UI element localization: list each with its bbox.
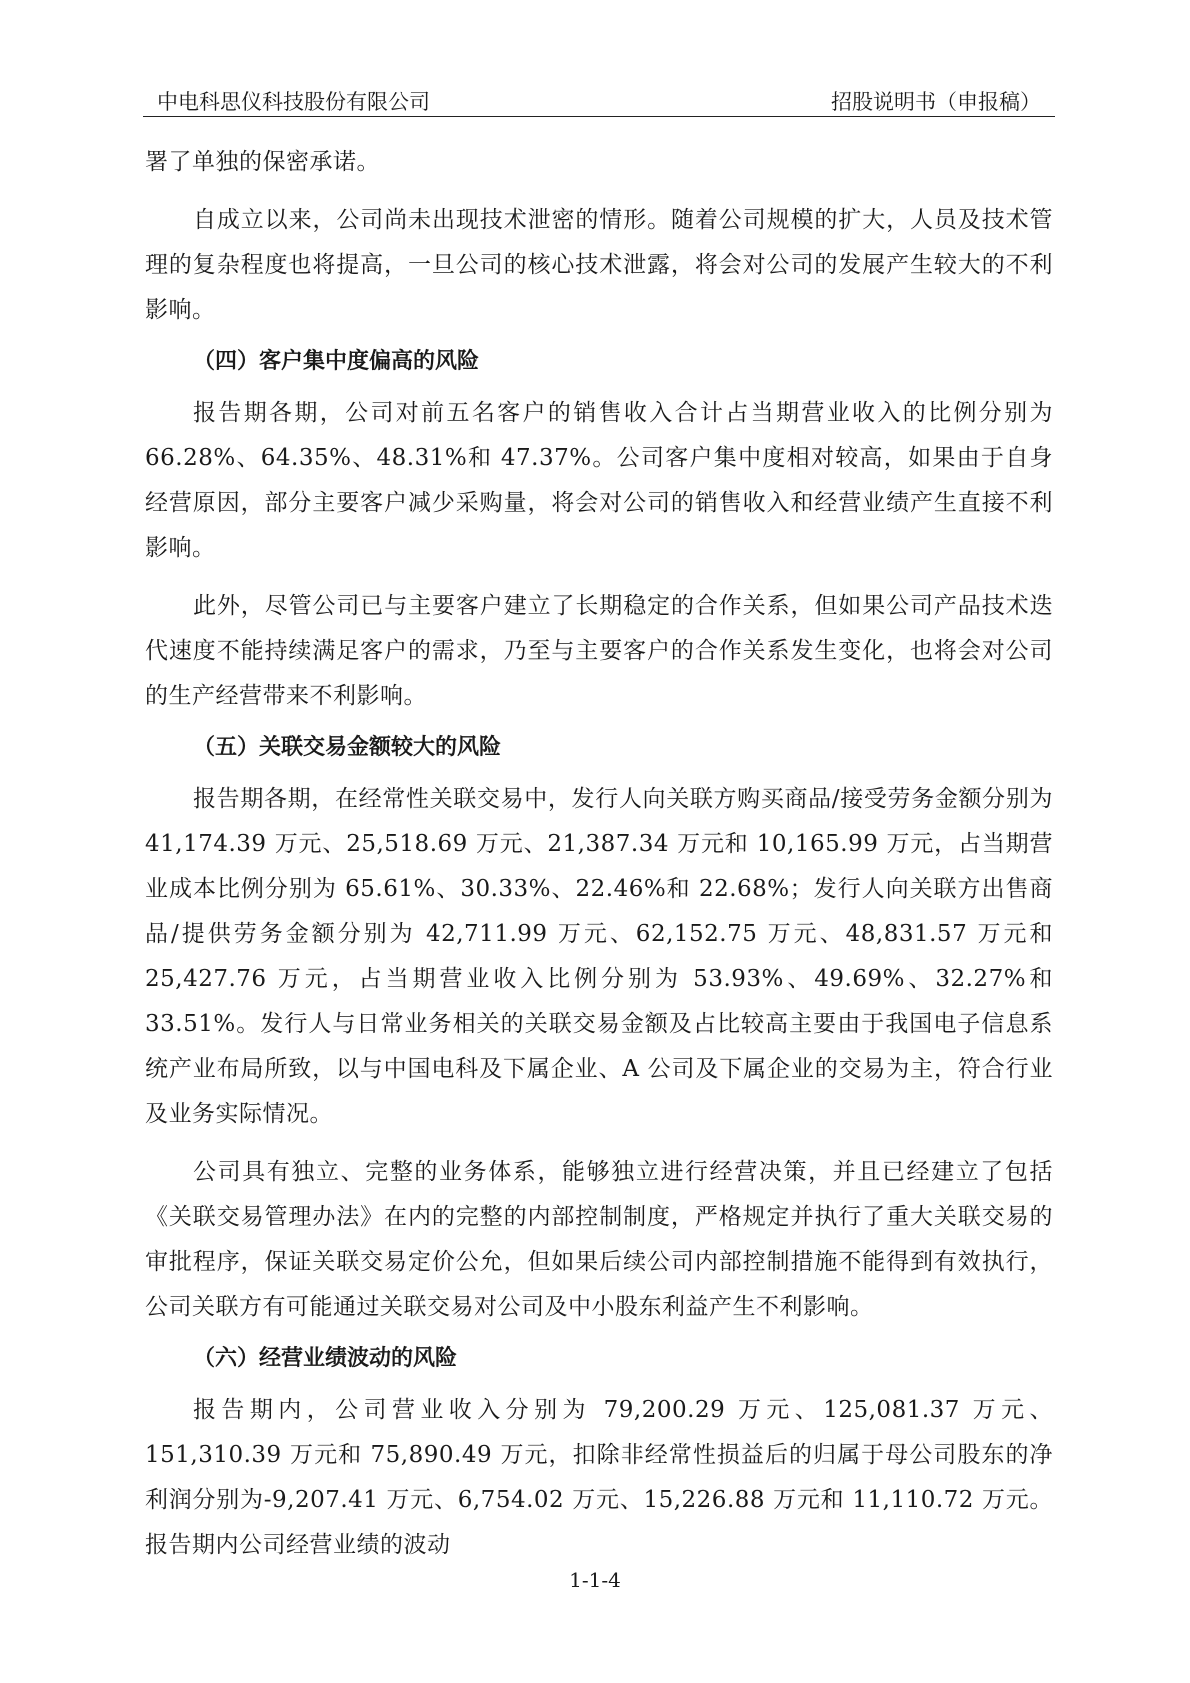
paragraph-revenue-profit: 报告期内，公司营业收入分别为 79,200.29 万元、125,081.37 万元、151,310.39 万元和 75,890.49 万元，扣除非经常性损益后的归属于母公司股东的净利润分别为-9,207.41 万元、6,754.02 万元、15,226.88 万元和 11,110.72 万元。报告期内公司经营业绩的波动 [145, 1397, 1053, 1558]
header-document-title: 招股说明书（申报稿） [831, 90, 1041, 114]
page-header [143, 82, 1055, 117]
paragraph-customer-relationship: 此外，尽管公司已与主要客户建立了长期稳定的合作关系，但如果公司产品技术迭代速度不能持续满足客户的需求，乃至与主要客户的合作关系发生变化，也将会对公司的生产经营带来不利影响。 [145, 593, 1053, 709]
paragraph-internal-control: 公司具有独立、完整的业务体系，能够独立进行经营决策，并且已经建立了包括《关联交易管理办法》在内的完整的内部控制制度，严格规定并执行了重大关联交易的审批程序，保证关联交易定价公允，但如果后续公司内部控制措施不能得到有效执行，公司关联方有可能通过关联交易对公司及中小股东利益产生不利影响。 [145, 1159, 1053, 1320]
section-heading-performance-volatility: （六）经营业绩波动的风险 [193, 1346, 458, 1371]
page-number: 1-1-4 [569, 1568, 621, 1592]
paragraph-customer-ratio: 报告期各期，公司对前五名客户的销售收入合计占当期营业收入的比例分别为66.28%、64.35%、48.31%和 47.37%。公司客户集中度相对较高，如果由于自身经营原因，部分主要客户减少采购量，将会对公司的销售收入和经营业绩产生直接不利影响。 [145, 400, 1053, 561]
paragraph-related-amounts: 报告期各期，在经常性关联交易中，发行人向关联方购买商品/接受劳务金额分别为 41,174.39 万元、25,518.69 万元、21,387.34 万元和 10,165.99 万元，占当期营业成本比例分别为 65.61%、30.33%、22.46%和 22.68%；发行人向关联方出售商品/提供劳务金额分别为 42,711.99 万元、62,152.75 万元、48,831.57 万元和 25,427.76 万元，占当期营业收入比例分别为 53.93%、49.69%、32.27%和 33.51%。发行人与日常业务相关的关联交易金额及占比较高主要由于我国电子信息系统产业布局所致，以与中国电科及下属企业、A 公司及下属企业的交易为主，符合行业及业务实际情况。 [145, 786, 1053, 1127]
section-heading-customer-concentration: （四）客户集中度偏高的风险 [193, 349, 480, 374]
header-company-name: 中电科思仪科技股份有限公司 [157, 90, 430, 114]
section-heading-related-transactions: （五）关联交易金额较大的风险 [193, 735, 502, 760]
paragraph-continuation: 署了单独的保密承诺。 [145, 149, 380, 175]
paragraph-tech-leak: 自成立以来，公司尚未出现技术泄密的情形。随着公司规模的扩大，人员及技术管理的复杂程度也将提高，一旦公司的核心技术泄露，将会对公司的发展产生较大的不利影响。 [145, 207, 1053, 323]
document-body [145, 140, 1053, 1568]
